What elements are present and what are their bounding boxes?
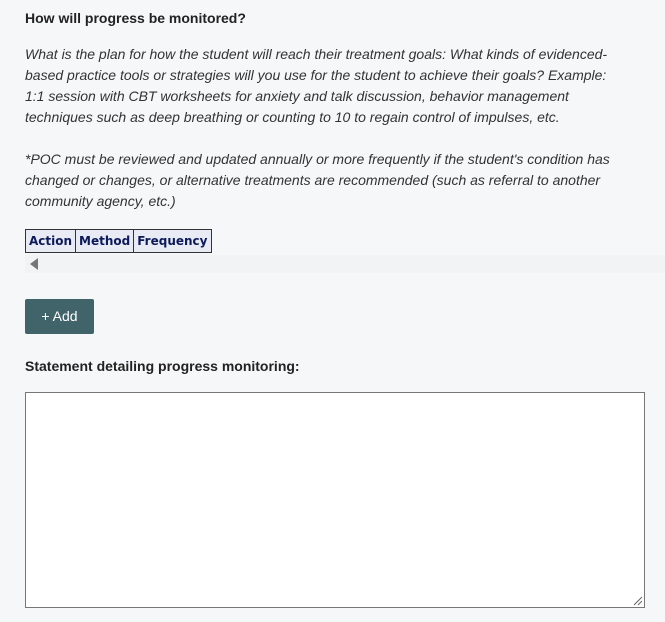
grid-header-row <box>26 230 212 253</box>
statement-textarea[interactable] <box>25 392 645 608</box>
section-heading: How will progress be monitored? <box>25 10 246 26</box>
resize-grip-icon[interactable] <box>631 594 643 606</box>
grid-horizontal-scrollbar[interactable] <box>25 255 665 273</box>
add-button[interactable]: + Add <box>25 299 94 334</box>
statement-label: Statement detailing progress monitoring: <box>25 358 300 374</box>
grid-header-method[interactable]: Method <box>76 230 134 253</box>
grid-header-action[interactable]: Action <box>26 230 76 253</box>
instructions-text <box>25 44 625 212</box>
instructions-paragraph-2: *POC must be reviewed and updated annually or more frequently if the student's condition has changed or changes, or alternative treatments are recommended (such as referral to another community agency, etc.) <box>25 151 610 209</box>
instructions-paragraph-1: What is the plan for how the student will reach their treatment goals: What kinds of evidenced-based practice tools or strategies will you use for the student to achieve their goals? Example: 1:1 session with CBT worksheets for anxiety and talk discussion, behavior management techniques such as deep breathing or counting to 10 to regain control of impulses, etc. <box>25 46 608 125</box>
scroll-left-icon[interactable] <box>30 258 38 270</box>
grid-header-frequency[interactable]: Frequency <box>134 230 211 253</box>
monitoring-grid <box>25 229 212 253</box>
